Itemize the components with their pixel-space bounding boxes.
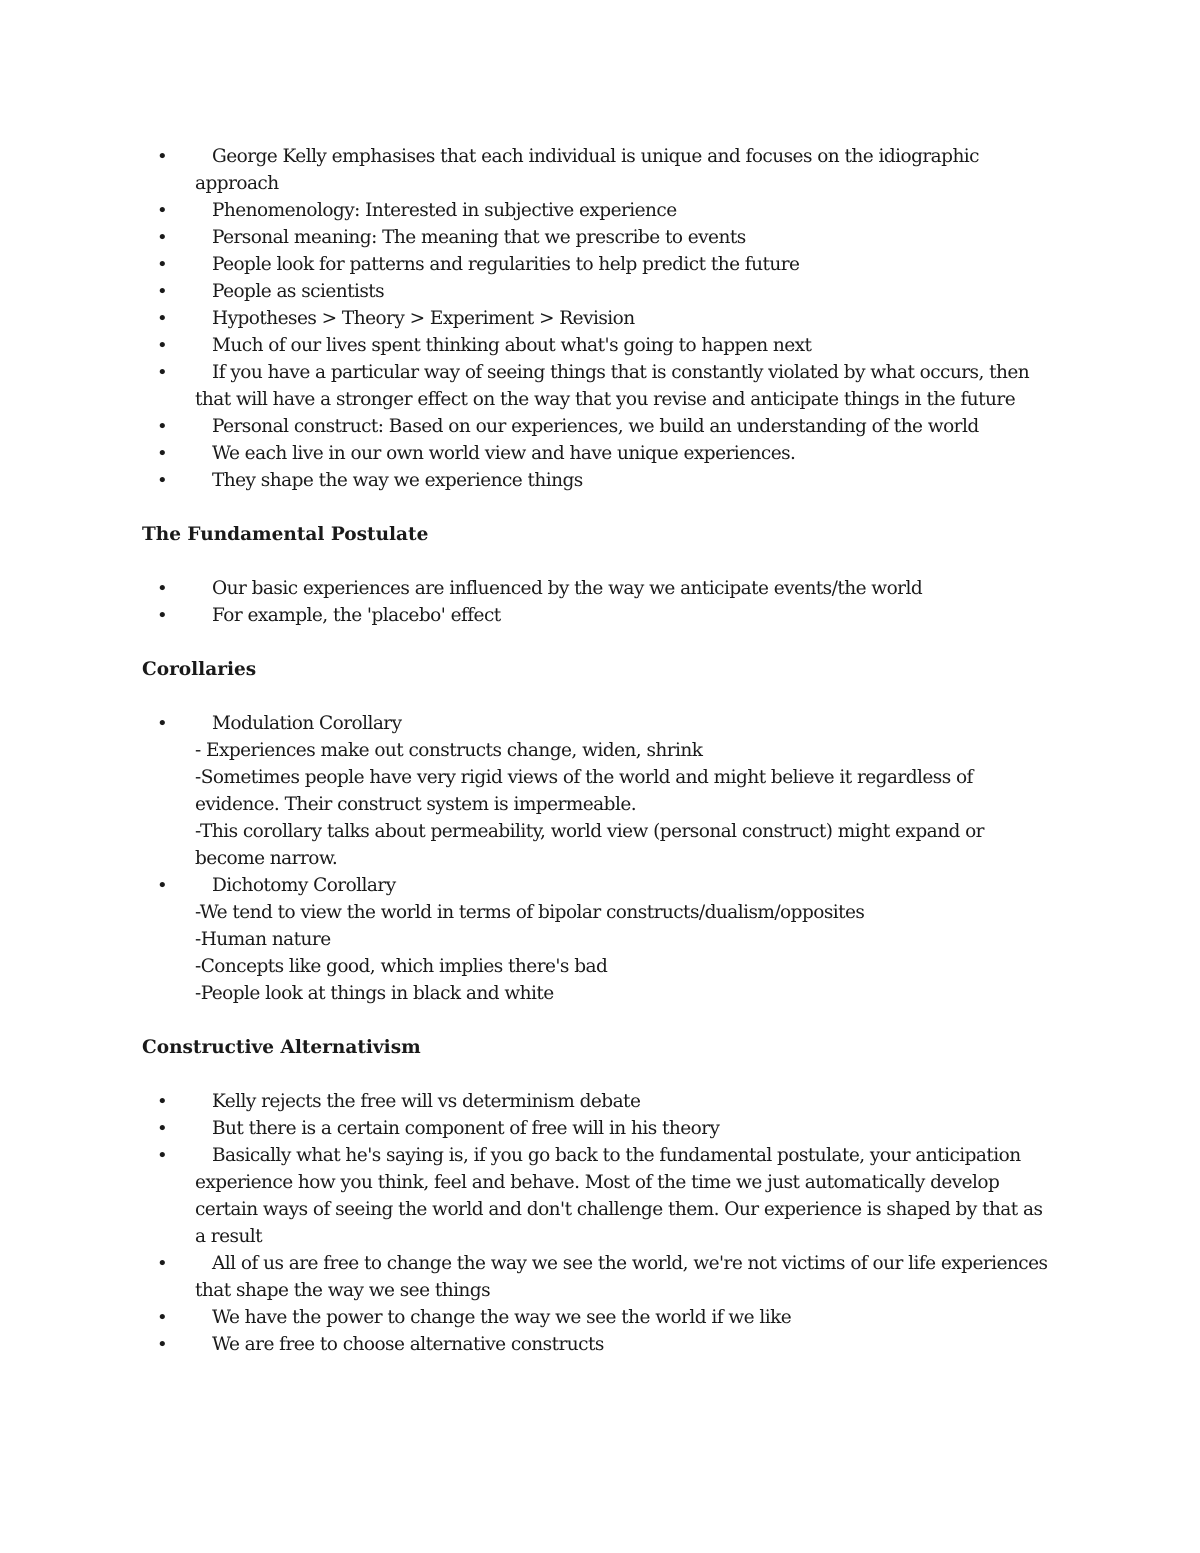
corollary-line: -Sometimes people have very rigid views of the world and might believe it regardless of evidence. Their construct system is impermeable. [195, 767, 973, 815]
intro-bullet-list [142, 143, 1050, 494]
bullet-icon: • [157, 1307, 168, 1328]
list-item: • Phenomenology: Interested in subjective experience [142, 197, 1050, 224]
constructive-alternativism-bullet-list [142, 1088, 1050, 1358]
bullet-icon: • [157, 146, 168, 167]
bullet-icon: • [157, 605, 168, 626]
list-item: • We have the power to change the way we see the world if we like [142, 1304, 1050, 1331]
list-item: • Hypotheses > Theory > Experiment > Revision [142, 305, 1050, 332]
list-item: • They shape the way we experience things [142, 467, 1050, 494]
spacer [142, 1061, 1050, 1088]
list-item: • We each live in our own world view and have unique experiences. [142, 440, 1050, 467]
bullet-icon: • [157, 335, 168, 356]
bullet-icon: • [157, 443, 168, 464]
spacer [142, 629, 1050, 656]
list-item: • Personal construct: Based on our experiences, we build an understanding of the world [142, 413, 1050, 440]
spacer [142, 548, 1050, 575]
list-item: • For example, the 'placebo' effect [142, 602, 1050, 629]
list-item: • We are free to choose alternative constructs [142, 1331, 1050, 1358]
corollary-title: Modulation Corollary [212, 713, 402, 734]
bullet-icon: • [157, 875, 168, 896]
bullet-icon: • [157, 1091, 168, 1112]
corollary-line: -This corollary talks about permeability, world view (personal construct) might expand or become narrow. [195, 821, 984, 869]
bullet-icon: • [157, 1118, 168, 1139]
list-item: • If you have a particular way of seeing things that is constantly violated by what occurs, then that will have a stronger effect on the way that you revise and anticipate things in the future [142, 359, 1050, 413]
list-item: • Our basic experiences are influenced by the way we anticipate events/the world [142, 575, 1050, 602]
corollary-line: -Human nature [195, 929, 331, 950]
list-item: • George Kelly emphasises that each individual is unique and focuses on the idiographic approach [142, 143, 1050, 197]
section-heading-corollaries: Corollaries [142, 659, 257, 680]
list-item: • People as scientists [142, 278, 1050, 305]
bullet-icon: • [157, 1334, 168, 1355]
bullet-icon: • [157, 1253, 168, 1274]
bullet-icon: • [157, 713, 168, 734]
bullet-icon: • [157, 308, 168, 329]
list-item: • Much of our lives spent thinking about what's going to happen next [142, 332, 1050, 359]
list-item: • All of us are free to change the way we see the world, we're not victims of our life experiences that shape the way we see things [142, 1250, 1050, 1304]
corollaries-bullet-list [142, 710, 1050, 1007]
section-heading-fundamental-postulate: The Fundamental Postulate [142, 524, 429, 545]
spacer [142, 683, 1050, 710]
bullet-icon: • [157, 416, 168, 437]
list-item [142, 710, 1050, 872]
list-item: • People look for patterns and regularities to help predict the future [142, 251, 1050, 278]
bullet-icon: • [157, 470, 168, 491]
bullet-icon: • [157, 281, 168, 302]
list-item: • Kelly rejects the free will vs determinism debate [142, 1088, 1050, 1115]
bullet-icon: • [157, 578, 168, 599]
section-heading-constructive-alternativism: Constructive Alternativism [142, 1037, 421, 1058]
corollary-line: -Concepts like good, which implies there's bad [195, 956, 608, 977]
bullet-icon: • [157, 362, 168, 383]
spacer [142, 494, 1050, 521]
list-item: • Personal meaning: The meaning that we prescribe to events [142, 224, 1050, 251]
bullet-icon: • [157, 1145, 168, 1166]
corollary-line: -People look at things in black and white [195, 983, 554, 1004]
list-item [142, 872, 1050, 1007]
bullet-icon: • [157, 200, 168, 221]
corollary-title: Dichotomy Corollary [212, 875, 396, 896]
corollary-line: - Experiences make out constructs change, widen, shrink [195, 740, 703, 761]
fundamental-postulate-bullet-list [142, 575, 1050, 629]
spacer [142, 1007, 1050, 1034]
bullet-icon: • [157, 227, 168, 248]
bullet-icon: • [157, 254, 168, 275]
list-item: • Basically what he's saying is, if you go back to the fundamental postulate, your anticipation experience how you think, feel and behave. Most of the time we just automatically develop certain ways of seeing the world and don't challenge them. Our experience is shaped by that as a result [142, 1142, 1050, 1250]
list-item: • But there is a certain component of free will in his theory [142, 1115, 1050, 1142]
corollary-line: -We tend to view the world in terms of bipolar constructs/dualism/opposites [195, 902, 865, 923]
